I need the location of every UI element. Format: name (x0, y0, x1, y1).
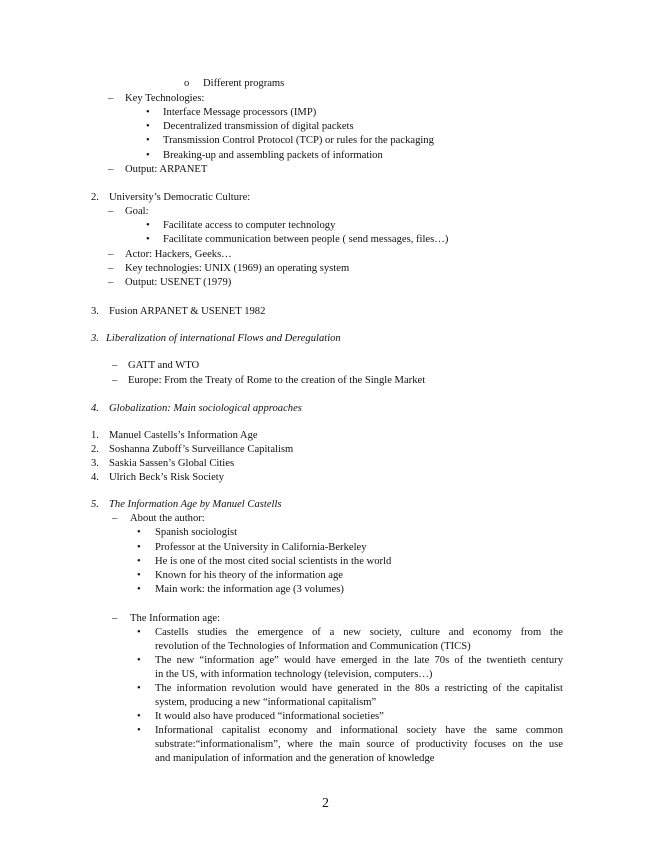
section-heading: Globalization: Main sociological approaches (109, 403, 302, 414)
list-item: Facilitate communication between people ( send messages, files…) (163, 234, 449, 245)
list-item: Facilitate access to computer technology (163, 220, 336, 231)
dash-marker: – (112, 513, 118, 524)
bullet-marker: • (146, 150, 150, 161)
paragraph-line: Informational capitalist economy and informational society have the same common (155, 725, 563, 736)
list-item: Soshanna Zuboff’s Surveillance Capitalism (109, 444, 294, 455)
list-item: Output: ARPANET (125, 164, 208, 175)
section-heading: Liberalization of international Flows and Deregulation (106, 333, 341, 344)
paragraph-line: in the US, with information technology (television, computers…) (155, 669, 433, 680)
dash-marker: – (108, 206, 114, 217)
numbered-heading: University’s Democratic Culture: (109, 192, 251, 203)
list-number: 1. (91, 430, 99, 441)
list-number: 2. (91, 444, 99, 455)
paragraph-line: The information revolution would have generated in the 80s a restricting of the capitalist (155, 683, 563, 694)
list-item: Decentralized transmission of digital packets (163, 121, 354, 132)
list-item: Spanish sociologist (155, 527, 238, 538)
list-item: Manuel Castells’s Information Age (109, 430, 258, 441)
list-item: Breaking-up and assembling packets of information (163, 150, 383, 161)
circle-bullet: o (184, 78, 190, 89)
bullet-marker: • (137, 627, 141, 638)
list-item: Output: USENET (1979) (125, 277, 232, 288)
list-item: Interface Message processors (IMP) (163, 107, 317, 118)
paragraph-line: It would also have produced “informational societies” (155, 711, 384, 722)
bullet-marker: • (146, 220, 150, 231)
dash-marker: – (112, 375, 118, 386)
list-number: 3. (91, 458, 99, 469)
list-item: Transmission Control Protocol (TCP) or rules for the packaging (163, 135, 434, 146)
dash-marker: – (108, 263, 114, 274)
list-number: 4. (91, 472, 99, 483)
bullet-marker: • (146, 107, 150, 118)
list-item: Ulrich Beck’s Risk Society (109, 472, 225, 483)
paragraph-line: substrate:“informationalism”, where the main source of productivity focuses on the use (155, 739, 563, 750)
bullet-marker: • (137, 542, 141, 553)
list-item: Key technologies: UNIX (1969) an operating system (125, 263, 350, 274)
list-item: Main work: the information age (3 volumes) (155, 584, 344, 595)
bullet-marker: • (137, 683, 141, 694)
dash-marker: – (108, 164, 114, 175)
list-item: Known for his theory of the information age (155, 570, 343, 581)
list-item: GATT and WTO (128, 360, 200, 371)
paragraph-line: Castells studies the emergence of a new society, culture and economy from the (155, 627, 563, 638)
bullet-marker: • (137, 584, 141, 595)
list-item: Actor: Hackers, Geeks… (125, 249, 232, 260)
paragraph-line: system, producing a new “informational capitalism” (155, 697, 377, 708)
bullet-marker: • (137, 655, 141, 666)
bullet-marker: • (137, 711, 141, 722)
list-item: Goal: (125, 206, 149, 217)
list-number: 2. (91, 192, 99, 203)
section-number: 4. (91, 403, 99, 414)
dash-marker: – (108, 277, 114, 288)
list-item: Professor at the University in California-Berkeley (155, 542, 367, 553)
dash-marker: – (112, 360, 118, 371)
list-item: About the author: (130, 513, 205, 524)
list-item: The Information age: (130, 613, 221, 624)
sub-item: Different programs (203, 78, 285, 89)
bullet-marker: • (137, 527, 141, 538)
list-item: He is one of the most cited social scientists in the world (155, 556, 392, 567)
section-number: 5. (91, 499, 99, 510)
bullet-marker: • (146, 121, 150, 132)
bullet-marker: • (137, 725, 141, 736)
paragraph-line: revolution of the Technologies of Information and Communication (TICS) (155, 641, 471, 652)
dash-marker: – (108, 249, 114, 260)
bullet-marker: • (137, 570, 141, 581)
section-number: 3. (91, 333, 99, 344)
dash-marker: – (108, 93, 114, 104)
paragraph-line: and manipulation of information and the generation of knowledge (155, 753, 435, 764)
bullet-marker: • (146, 135, 150, 146)
bullet-marker: • (137, 556, 141, 567)
dash-marker: – (112, 613, 118, 624)
bullet-marker: • (146, 234, 150, 245)
paragraph-line: The new “information age” would have emerged in the late 70s of the twentieth century (155, 655, 563, 666)
list-item: Europe: From the Treaty of Rome to the creation of the Single Market (128, 375, 426, 386)
list-item: Saskia Sassen’s Global Cities (109, 458, 235, 469)
list-item: Key Technologies: (125, 93, 205, 104)
list-number: 3. (91, 306, 99, 317)
page-number: 2 (322, 796, 329, 811)
section-heading: The Information Age by Manuel Castells (109, 499, 282, 510)
numbered-heading: Fusion ARPANET & USENET 1982 (109, 306, 266, 317)
